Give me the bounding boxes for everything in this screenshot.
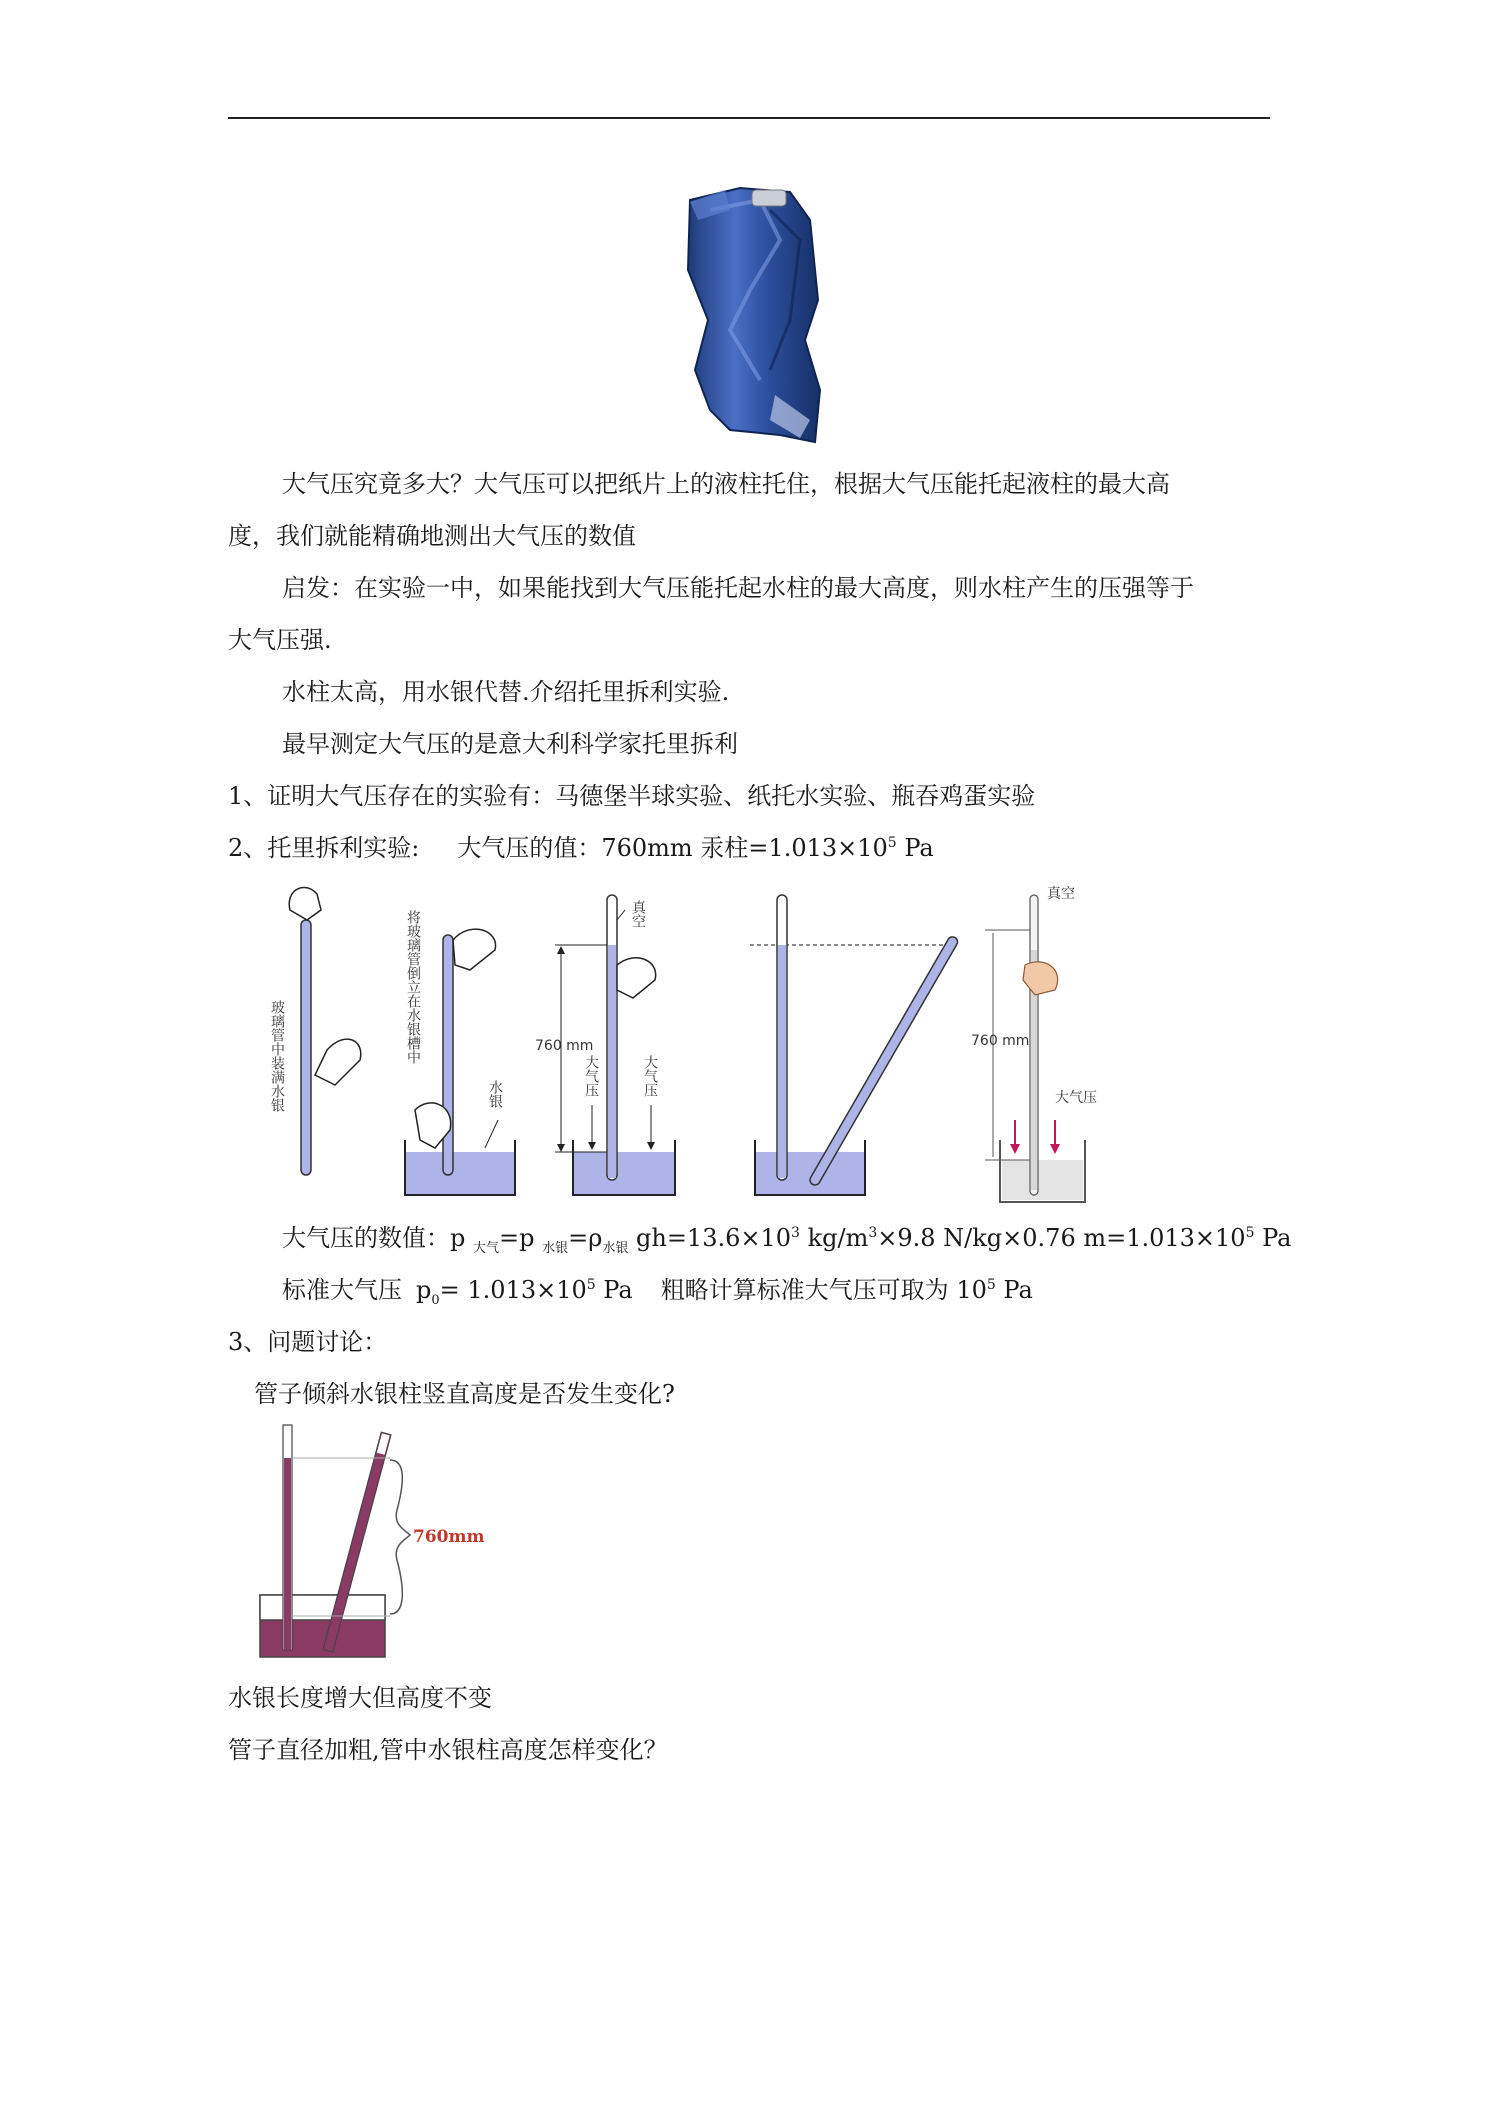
formula-tail-d: Pa bbox=[1254, 1224, 1292, 1252]
formula-mid2: =ρ bbox=[568, 1224, 603, 1252]
panel-760mm bbox=[535, 895, 675, 1195]
para-intro-line2: 度，我们就能精确地测出大气压的数值 bbox=[228, 522, 636, 550]
para-intro-line1: 大气压究竟多大？大气压可以把纸片上的液柱托住，根据大气压能托起液柱的最大高 bbox=[282, 470, 1170, 498]
standard-pressure-line bbox=[228, 1264, 1332, 1316]
formula-tail-a: gh=13.6×10 bbox=[628, 1224, 792, 1252]
standard-unit: Pa bbox=[595, 1276, 633, 1304]
list-item-3: 3、问题讨论： bbox=[228, 1328, 388, 1356]
label-fill-tube: 玻璃管中装满水银 bbox=[269, 1000, 285, 1112]
question-1: 管子倾斜水银柱竖直高度是否发生变化? bbox=[254, 1380, 675, 1408]
panel-760mm-2 bbox=[971, 885, 1097, 1202]
formula-sub-hg2: 水银 bbox=[602, 1240, 629, 1256]
para-torricelli: 最早测定大气压的是意大利科学家托里拆利 bbox=[282, 730, 738, 758]
label-mercury: 水银 bbox=[487, 1080, 503, 1108]
formula-sub-hg1: 水银 bbox=[542, 1240, 569, 1256]
para-mercury: 水柱太高，用水银代替.介绍托里拆利实验. bbox=[282, 678, 730, 706]
list-item-2 bbox=[228, 822, 1278, 874]
panel-tilted-tube bbox=[750, 895, 959, 1195]
formula-exp1: 3 bbox=[791, 1225, 800, 1241]
label-height: 760 mm bbox=[535, 1038, 594, 1054]
formula-sub-atm: 大气 bbox=[473, 1240, 500, 1256]
list-item-2-prefix: 2、托里拆利实验: bbox=[228, 834, 420, 862]
torricelli-figure bbox=[255, 880, 1125, 1205]
label-vacuum-2: 真空 bbox=[1047, 886, 1075, 902]
para-hint-line1: 启发：在实验一中，如果能找到大气压能托起水柱的最大高度，则水柱产生的压强等于 bbox=[282, 574, 1194, 602]
formula-exp3: 5 bbox=[1245, 1225, 1255, 1241]
standard-exp: 5 bbox=[586, 1277, 596, 1293]
standard-label: 标准大气压 bbox=[282, 1276, 402, 1304]
standard-value: = 1.013×10 bbox=[439, 1276, 587, 1304]
formula-tail-b: kg/m bbox=[799, 1224, 869, 1252]
label-height-3: 760mm bbox=[413, 1527, 485, 1547]
label-vacuum: 真空 bbox=[630, 900, 646, 928]
label-height-2: 760 mm bbox=[971, 1033, 1030, 1049]
label-atm-2: 大气压 bbox=[1055, 1090, 1097, 1106]
panel-fill-tube bbox=[269, 887, 361, 1175]
formula-line bbox=[228, 1212, 1332, 1264]
rough-exp: 5 bbox=[986, 1277, 996, 1293]
answer-1: 水银长度增大但高度不变 bbox=[228, 1684, 492, 1712]
formula-lead: 大气压的数值：p bbox=[282, 1224, 473, 1252]
list-item-1: 1、证明大气压存在的实验有：马德堡半球实验、纸托水实验、瓶吞鸡蛋实验 bbox=[228, 782, 1036, 810]
panel-invert-tube bbox=[405, 910, 515, 1195]
formula-tail-c: ×9.8 N/kg×0.76 m=1.013×10 bbox=[877, 1224, 1246, 1252]
list-item-2-value: 大气压的值：760mm 汞柱=1.013×10 bbox=[457, 834, 888, 862]
standard-p0-sub: 0 bbox=[431, 1292, 440, 1308]
label-atm-left: 大气压 bbox=[583, 1055, 599, 1097]
tilted-tube-figure bbox=[255, 1420, 495, 1665]
standard-p0: p bbox=[416, 1276, 432, 1304]
para-hint-line2: 大气压强. bbox=[228, 626, 332, 654]
question-2: 管子直径加粗,管中水银柱高度怎样变化？ bbox=[228, 1736, 668, 1764]
crushed-can-image bbox=[670, 180, 830, 450]
rough-unit: Pa bbox=[995, 1276, 1033, 1304]
list-item-2-exp: 5 bbox=[887, 835, 897, 851]
label-invert-tube: 将玻璃管倒立在水银槽中 bbox=[405, 910, 421, 1064]
label-atm-right: 大气压 bbox=[642, 1055, 658, 1097]
header-rule bbox=[228, 117, 1270, 119]
formula-mid1: =p bbox=[499, 1224, 543, 1252]
list-item-2-unit: Pa bbox=[896, 834, 934, 862]
rough-value: 粗略计算标准大气压可取为 10 bbox=[660, 1276, 987, 1304]
formula-exp2: 3 bbox=[868, 1225, 878, 1241]
